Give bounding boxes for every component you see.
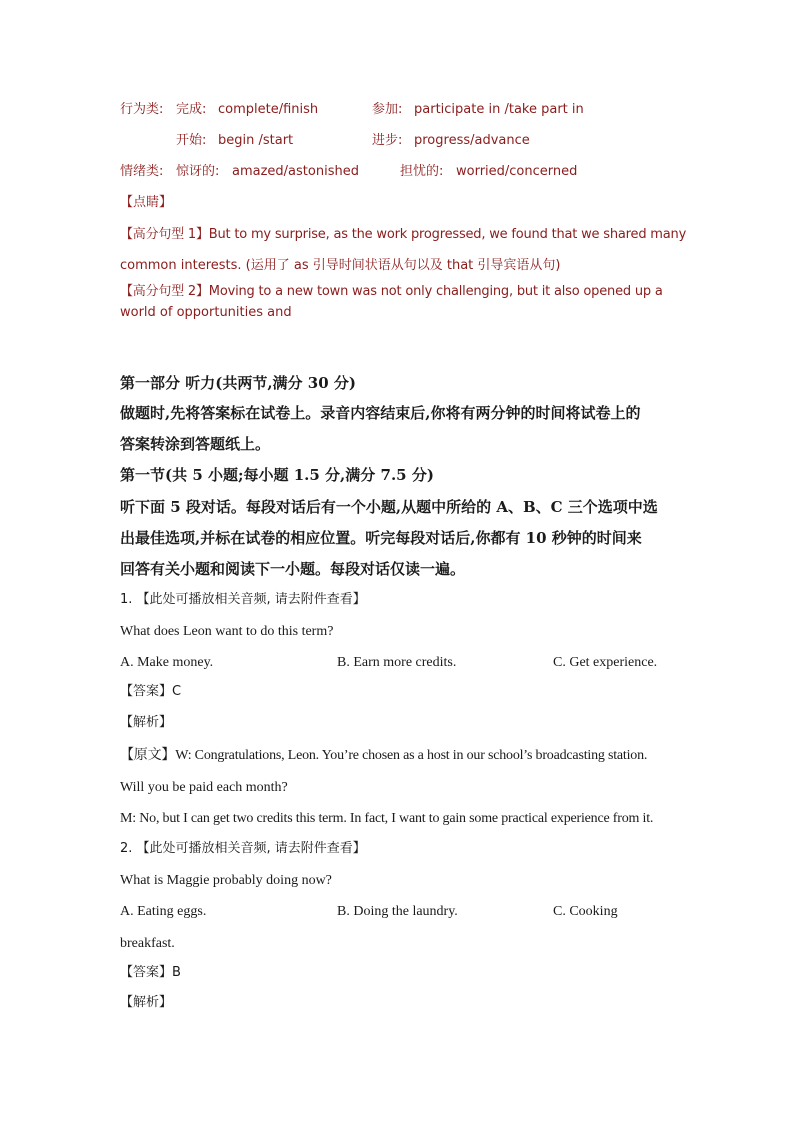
q1-header: 1. 【此处可播放相关音频, 请去附件查看】 — [120, 592, 366, 607]
vocab-progress-label: 进步: — [372, 133, 403, 148]
instruction-line1: 做题时,先将答案标在试卷上。录音内容结束后,你将有两分钟的时间将试卷上的 — [120, 404, 641, 422]
vocab-amazed-label: 惊讶的: — [176, 164, 220, 179]
vocab-emotion-label: 情绪类: — [120, 164, 164, 179]
comment-pattern1-line1: 【高分句型 1】But to my surprise, as the work progressed, we found that we shared many — [120, 227, 687, 242]
vocab-worried-label: 担忧的: — [400, 164, 444, 179]
direction-line1: 听下面 5 段对话。每段对话后有一个小题,从题中所给的 A、B、C 三个选项中选 — [120, 498, 658, 516]
comment-pattern2-line1: 【高分句型 2】Moving to a new town was not only challenging, but it also opened up a — [120, 284, 663, 299]
comment-pattern2-line2: world of opportunities and — [120, 305, 292, 320]
vocab-action-label: 行为类: — [120, 102, 164, 117]
direction-line2: 出最佳选项,并标在试卷的相应位置。听完每段对话后,你都有 10 秒钟的时间来 — [120, 529, 642, 547]
vocab-begin-label: 开始: — [176, 133, 207, 148]
vocab-progress-value: progress/advance — [414, 133, 530, 148]
section-title: 第一节(共 5 小题;每小题 1.5 分,满分 7.5 分) — [120, 466, 434, 484]
instruction-line2: 答案转涂到答题纸上。 — [120, 435, 271, 453]
q2-option-c-cont: breakfast. — [120, 936, 175, 951]
q2-header: 2. 【此处可播放相关音频, 请去附件查看】 — [120, 841, 366, 856]
comment-pattern1-line2: common interests. (运用了 as 引导时间状语从句以及 that 引导宾语从句) — [120, 258, 561, 273]
part-title: 第一部分 听力(共两节,满分 30 分) — [120, 374, 356, 392]
q1-script-line1: 【原文】W: Congratulations, Leon. You’re chosen as a host in our school’s broadcasting station. — [120, 748, 648, 763]
q1-question: What does Leon want to do this term? — [120, 624, 334, 639]
q1-script-line2: Will you be paid each month? — [120, 780, 288, 795]
direction-line3: 回答有关小题和阅读下一小题。每段对话仅读一遍。 — [120, 560, 466, 578]
q2-option-b: B. Doing the laundry. — [337, 904, 458, 919]
q1-script-line3: M: No, but I can get two credits this term. In fact, I want to gain some practical experience from it. — [120, 811, 654, 826]
q2-option-c: C. Cooking — [553, 904, 618, 919]
vocab-begin-value: begin /start — [218, 133, 294, 148]
vocab-complete-value: complete/finish — [218, 102, 319, 117]
q2-analysis: 【解析】 — [120, 995, 173, 1010]
vocab-participate-label: 参加: — [372, 102, 403, 117]
vocab-amazed-value: amazed/astonished — [232, 164, 359, 179]
vocab-participate-value: participate in /take part in — [414, 102, 584, 117]
q2-answer: 【答案】B — [120, 965, 181, 980]
q1-option-b: B. Earn more credits. — [337, 655, 457, 670]
vocab-worried-value: worried/concerned — [456, 164, 578, 179]
q1-option-a: A. Make money. — [120, 655, 214, 670]
q1-option-c: C. Get experience. — [553, 655, 658, 670]
q2-option-a: A. Eating eggs. — [120, 904, 207, 919]
comment-heading: 【点睛】 — [120, 195, 173, 210]
q1-analysis: 【解析】 — [120, 715, 173, 730]
q1-answer: 【答案】C — [120, 684, 182, 699]
vocab-complete-label: 完成: — [176, 102, 207, 117]
q2-question: What is Maggie probably doing now? — [120, 873, 332, 888]
